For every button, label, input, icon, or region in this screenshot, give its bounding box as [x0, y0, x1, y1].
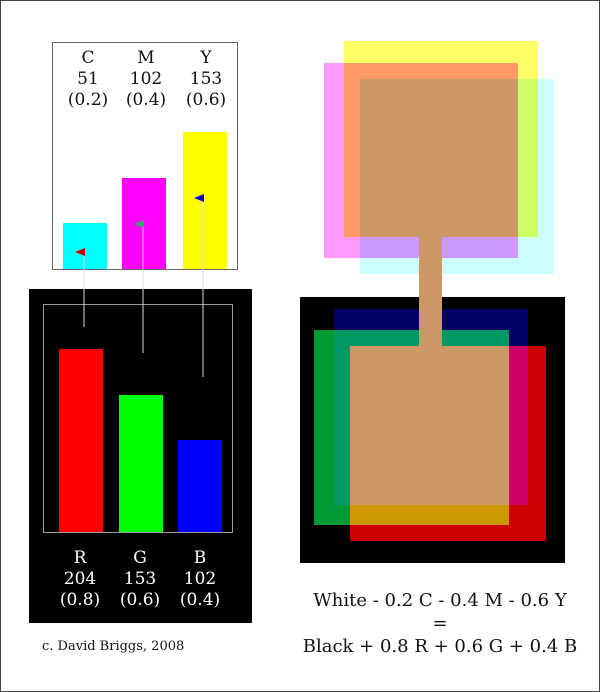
red-fraction: (0.8) [59, 590, 101, 610]
green-fraction: (0.6) [119, 590, 161, 610]
yellow-value: 153 [189, 69, 223, 89]
red-value: 204 [63, 569, 97, 589]
result-connector [419, 237, 442, 346]
red-letter: R [73, 548, 87, 568]
cyan-fraction: (0.2) [67, 90, 109, 110]
blue-fraction: (0.4) [179, 590, 221, 610]
magenta-value: 102 [129, 69, 163, 89]
cyan-value: 51 [77, 69, 99, 89]
green-value: 153 [123, 569, 157, 589]
green-letter: G [133, 548, 147, 568]
magenta-fraction: (0.4) [125, 90, 167, 110]
yellow-letter: Y [200, 48, 212, 68]
credit-text: c. David Briggs, 2008 [42, 639, 185, 654]
blue-letter: B [193, 548, 207, 568]
yellow-fraction: (0.6) [185, 90, 227, 110]
blue-value: 102 [183, 569, 217, 589]
magenta-letter: M [137, 48, 155, 68]
equation-subtractive: White - 0.2 C - 0.4 M - 0.6 Y [313, 590, 567, 611]
equation-additive: Black + 0.8 R + 0.6 G + 0.4 B [302, 636, 578, 657]
rgb-result-square [350, 346, 509, 505]
cyan-letter: C [81, 48, 95, 68]
equation-equals: = [432, 613, 448, 634]
cmy-result-square [360, 79, 518, 237]
